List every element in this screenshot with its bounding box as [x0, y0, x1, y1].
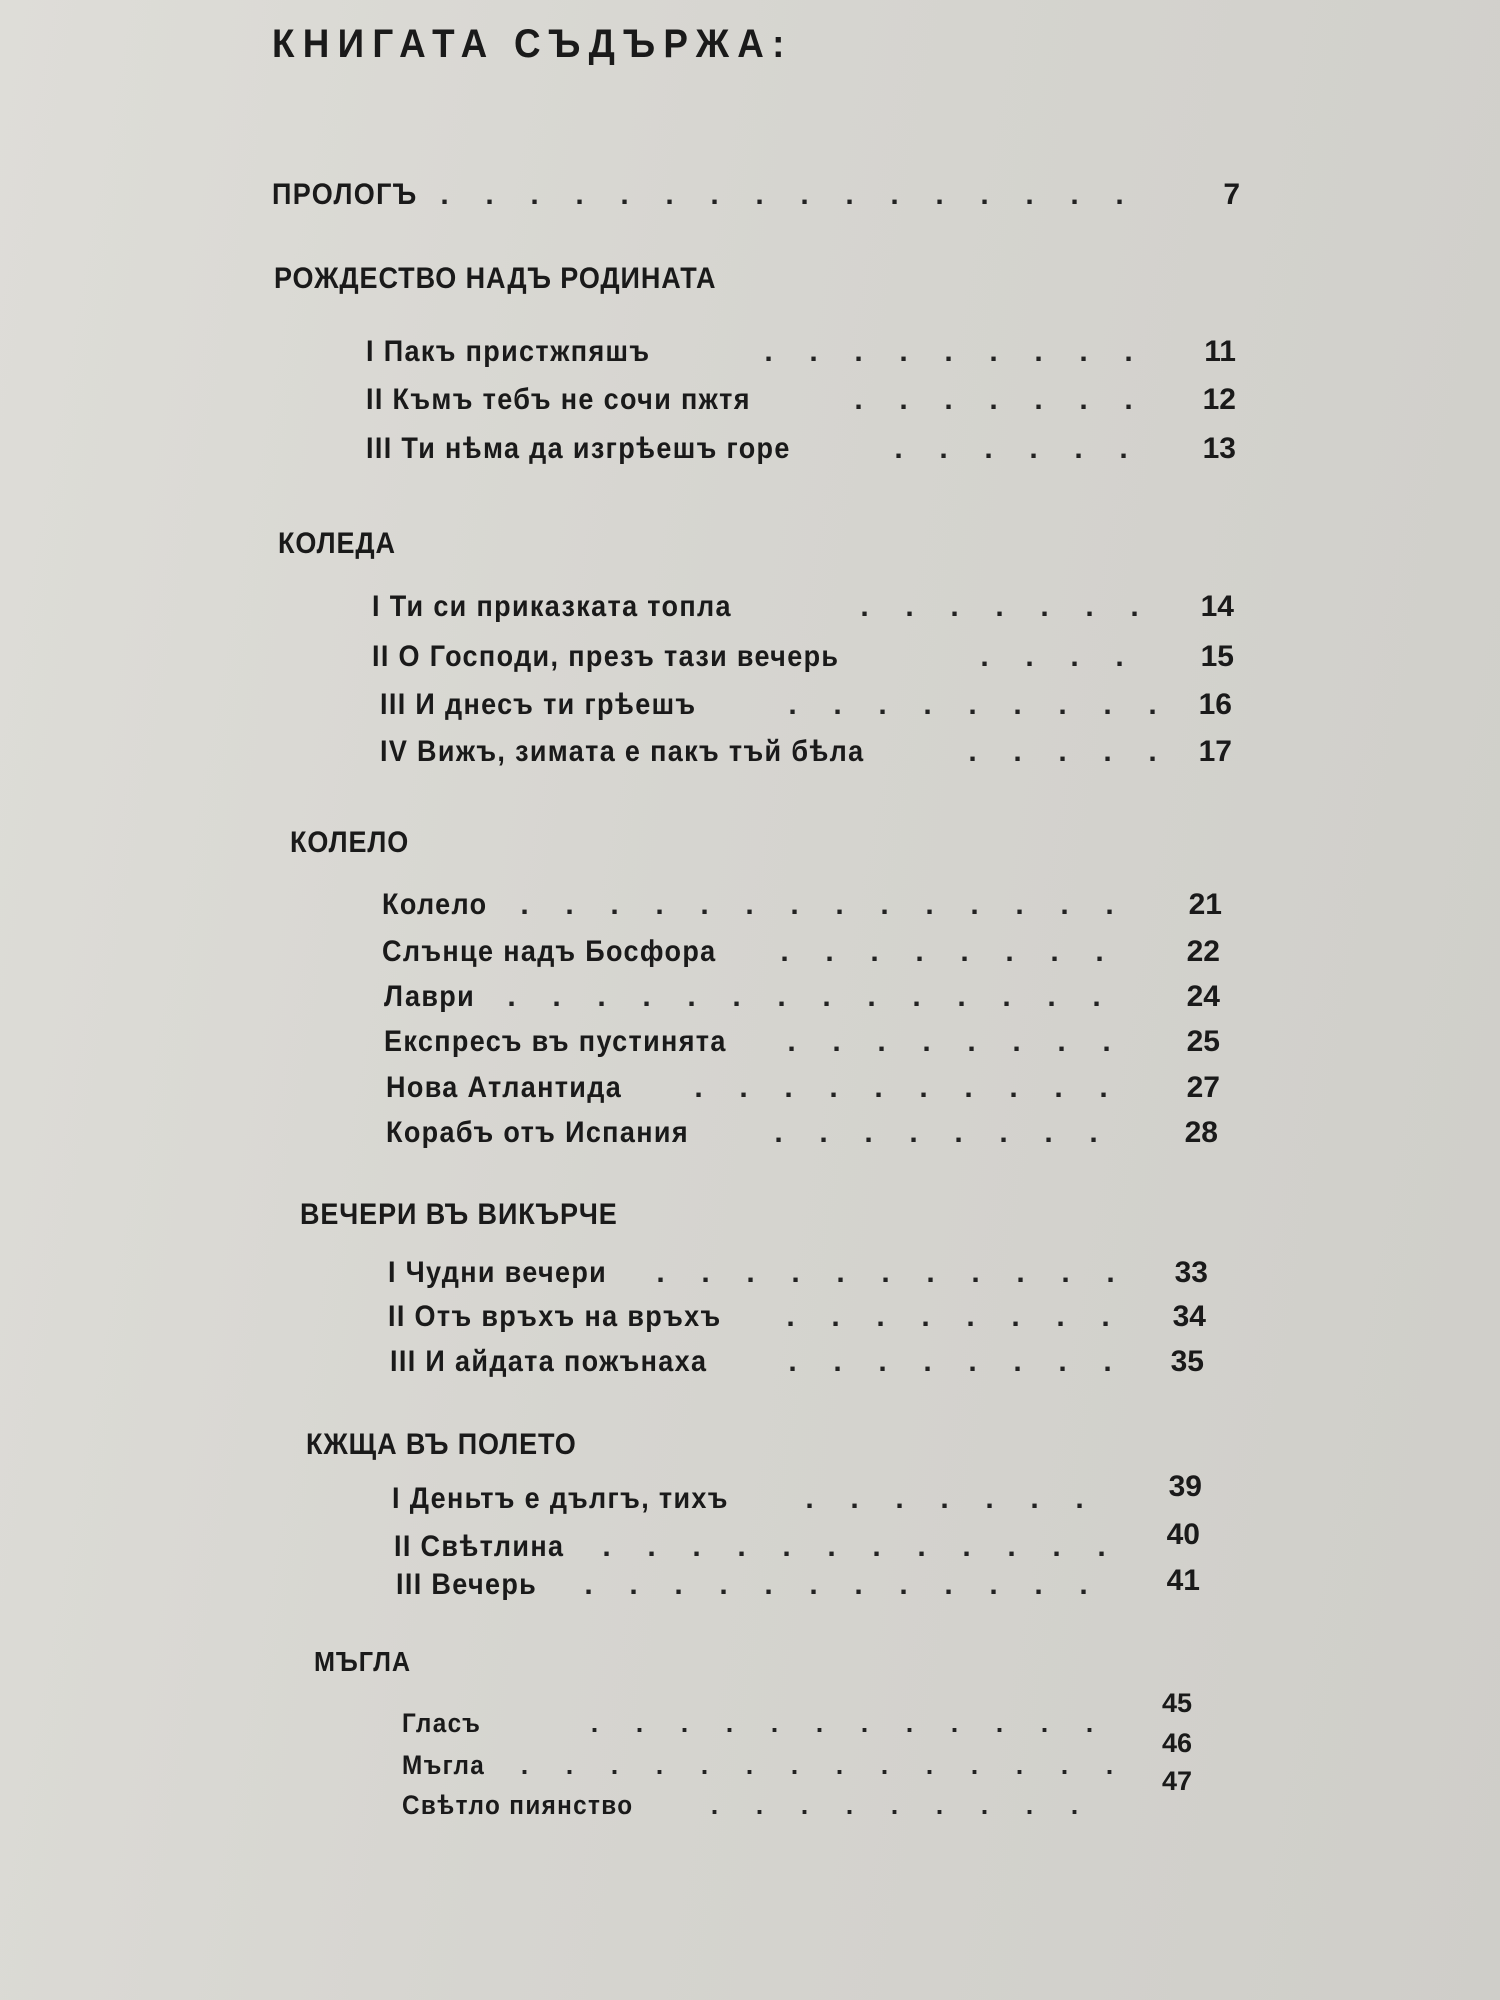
leader-dots: . . . . . . . . . .: [694, 1071, 1108, 1104]
toc-entry-label: II Отъ връхъ на връхъ: [388, 1300, 722, 1333]
leader-dots: . . . . . . . . . . . .: [584, 1568, 1088, 1601]
leader-dots: . . . .: [980, 640, 1124, 673]
toc-entry-label: Лаври: [384, 980, 476, 1013]
leader-dots: . . . . . . . . . . . . . .: [507, 980, 1101, 1013]
toc-entry-label: III И айдата пожънаха: [390, 1345, 708, 1378]
leader-dots: . . . . . . .: [805, 1482, 1084, 1515]
toc-entry: [402, 1766, 1192, 1830]
toc-entry: [396, 1564, 1200, 1608]
toc-entry-page: 11: [1204, 335, 1236, 368]
section-heading: ВЕЧЕРИ ВЪ ВИКЪРЧЕ: [300, 1198, 618, 1231]
toc-entry-page: 15: [1200, 640, 1234, 673]
toc-entry-label: Слънце надъ Босфора: [382, 935, 717, 968]
toc-entry-label: I Чудни вечери: [388, 1256, 608, 1289]
toc-entry: [382, 888, 1222, 928]
toc-entry-label: I Ти си приказката топла: [372, 590, 732, 623]
toc-entry-page: 34: [1172, 1300, 1206, 1333]
toc-entry: [384, 980, 1220, 1020]
toc-entry-label: II Къмъ тебъ не сочи пжтя: [366, 383, 751, 416]
toc-entry-page: 28: [1184, 1116, 1218, 1149]
toc-entry: [388, 1256, 1208, 1296]
leader-dots: . . . . . . .: [860, 590, 1139, 623]
toc-entry-label: Мъгла: [402, 1750, 486, 1780]
leader-dots: . . . . . . . . . . . . . .: [520, 888, 1114, 921]
toc-entry-label: II О Господи, презъ тази вечерь: [372, 640, 840, 673]
toc-entry-page: 13: [1202, 432, 1236, 465]
toc-entry-label: III Ти нѣма да изгрѣешъ горе: [366, 432, 791, 465]
toc-entry-page: 14: [1200, 590, 1234, 623]
leader-dots: . . . . . . . . . . . . . .: [520, 1750, 1114, 1780]
toc-entry: [366, 383, 1236, 423]
toc-entry-label: III Вечерь: [396, 1568, 538, 1601]
toc-entry: [394, 1518, 1200, 1570]
leader-dots: . . . . . . . .: [780, 935, 1104, 968]
toc-entry-page: 33: [1174, 1256, 1208, 1289]
toc-entry-label: Корабъ отъ Испания: [386, 1116, 689, 1149]
toc-entry: [366, 335, 1236, 375]
leader-dots: . . . . .: [968, 735, 1157, 768]
toc-entry-page: 27: [1186, 1071, 1220, 1104]
toc-entry-label: Гласъ: [402, 1708, 482, 1738]
section-heading: РОЖДЕСТВО НАДЪ РОДИНАТА: [274, 262, 717, 295]
toc-entry: [392, 1470, 1202, 1522]
toc-entry: [382, 935, 1220, 975]
leader-dots: . . . . . . . . . . . .: [590, 1708, 1094, 1738]
toc-entry-page: 45: [1161, 1688, 1192, 1718]
toc-entry-page: 21: [1188, 888, 1222, 921]
toc-entry-label: Експресъ въ пустинята: [384, 1025, 727, 1058]
leader-dots: . . . . . . . . .: [764, 335, 1133, 368]
toc-entry-page: 35: [1170, 1345, 1204, 1378]
leader-dots: . . . . . . . .: [774, 1116, 1098, 1149]
toc-entry: [372, 590, 1234, 630]
toc-entry: [384, 1025, 1220, 1065]
toc-entry-page: 41: [1166, 1564, 1200, 1597]
section-heading: КЖЩА ВЪ ПОЛЕТО: [306, 1428, 577, 1461]
leader-dots: . . . . . . . . . . . .: [602, 1530, 1106, 1563]
toc-entry-label: III И днесъ ти грѣешъ: [380, 688, 697, 721]
toc-entry-label: ПРОЛОГЪ: [272, 178, 418, 211]
page-title: КНИГАТА СЪДЪРЖА:: [272, 22, 793, 66]
toc-entry: [366, 432, 1236, 472]
leader-dots: . . . . . . . . . . . . . . . .: [440, 178, 1124, 211]
leader-dots: . . . . . . . . . . .: [656, 1256, 1115, 1289]
leader-dots: . . . . . . . . .: [788, 688, 1157, 721]
leader-dots: . . . . . .: [894, 432, 1128, 465]
leader-dots: . . . . . . . .: [788, 1345, 1112, 1378]
leader-dots: . . . . . . .: [854, 383, 1133, 416]
toc-entry: [402, 1688, 1192, 1748]
toc-entry: [388, 1300, 1206, 1340]
toc-entry: [386, 1071, 1220, 1111]
leader-dots: . . . . . . . .: [787, 1025, 1111, 1058]
toc-entry-label: Колело: [382, 888, 488, 921]
toc-entry-prologue: [272, 178, 1240, 218]
toc-entry-label: II Свѣтлина: [394, 1530, 565, 1563]
toc-entry: [380, 688, 1232, 728]
toc-entry-label: Нова Атлантида: [386, 1071, 623, 1104]
section-heading: МЪГЛА: [314, 1646, 411, 1677]
toc-entry-page: 47: [1161, 1766, 1192, 1796]
toc-entry-page: 7: [1223, 178, 1240, 211]
toc-entry: [386, 1116, 1218, 1156]
toc-entry-page: 40: [1166, 1518, 1200, 1551]
leader-dots: . . . . . . . .: [786, 1300, 1110, 1333]
toc-entry-page: 22: [1186, 935, 1220, 968]
toc-entry-page: 17: [1198, 735, 1232, 768]
toc-entry: [390, 1345, 1204, 1385]
toc-entry-label: I Пакъ пристжпяшъ: [366, 335, 651, 368]
toc-entry-page: 12: [1202, 383, 1236, 416]
toc-entry-label: IV Вижъ, зимата е пакъ тъй бѣла: [380, 735, 865, 768]
toc-entry-page: 39: [1168, 1470, 1202, 1503]
toc-entry-page: 16: [1198, 688, 1232, 721]
toc-entry-label: Свѣтло пиянство: [402, 1790, 634, 1820]
toc-entry: [372, 640, 1234, 680]
leader-dots: . . . . . . . . .: [710, 1790, 1079, 1820]
toc-entry-label: I Деньтъ е дългъ, тихъ: [392, 1482, 729, 1515]
toc-entry-page: 25: [1186, 1025, 1220, 1058]
toc-entry: [380, 735, 1232, 775]
toc-entry-page: 24: [1186, 980, 1220, 1013]
section-heading: КОЛЕДА: [278, 527, 396, 560]
toc-entry-page: 46: [1161, 1728, 1192, 1758]
section-heading: КОЛЕЛО: [290, 826, 410, 859]
toc-entry: [402, 1728, 1192, 1790]
